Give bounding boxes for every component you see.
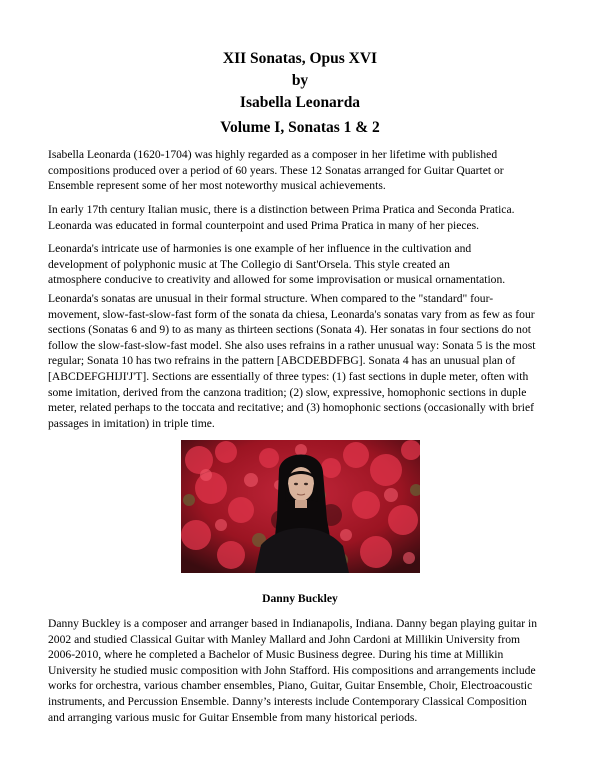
structure-paragraph (48, 291, 568, 431)
text-line: 2002 and studied Classical Guitar with Manley Mallard and John Cardoni at Millikin University from (48, 632, 521, 646)
text-line: and arranging various music for Guitar Ensemble from many historical periods. (48, 710, 418, 724)
text-line: atmosphere conducive to creativity and allowed for some improvisation or musical ornamentation. (48, 273, 506, 287)
text-line: Leonarda's sonatas are unusual in their formal structure. When compared to the "standard" four- (48, 292, 494, 305)
text-line: Ensemble represent some of her most noteworthy musical achievements. (48, 179, 386, 193)
harmony-paragraph (48, 241, 568, 288)
text-line: [ABCDEFGHIJI'J'T]. Sections are essentially of three types: (1) fast sections in duple meter, often with (48, 369, 529, 383)
document-title: XII Sonatas, Opus XVI (222, 50, 378, 67)
volume-heading: Volume I, Sonatas 1 & 2 (220, 119, 380, 136)
text-line: follow the slow-fast-slow-fast model. She also uses refrains in a rather unusual way: Sonata 5 is the most (48, 338, 536, 352)
byline-by: by (291, 72, 309, 89)
text-line: passages in imitation) in triple time. (48, 416, 215, 430)
text-line: 2006-2010, where he completed a Bachelor of Music Business degree. During his time at Millikin (48, 648, 504, 662)
text-line: Leonarda was educated in formal counterpoint and used Prima Pratica in many of her pieces. (48, 218, 480, 232)
text-line: works for orchestra, various chamber ensembles, Piano, Guitar, Guitar Ensemble, Choir, Electroacoustic (48, 679, 533, 693)
bio-paragraph (48, 616, 568, 725)
text-line: compositions produced over a period of 60 years. These 12 Sonatas arranged for Guitar Quartet or (48, 163, 504, 177)
intro-paragraph (48, 147, 568, 194)
text-line: meter, related perhaps to the toccata and recitative; and (3) homophonic sections (occasionally with brief (48, 401, 534, 415)
portrait-photo (181, 440, 420, 573)
text-line: sections (Sonatas 6 and 9) to as many as thirteen sections (Sonata 4). Her sonatas in four sections do not (48, 323, 531, 337)
text-line: development of polyphonic music at The Collegio di Sant'Orsela. This style created an (48, 257, 450, 271)
text-line: Danny Buckley is a composer and arranger based in Indianapolis, Indiana. Danny began playing guitar in (48, 617, 538, 630)
text-line: instruments, and Percussion Ensemble. Danny’s interests include Contemporary Classical Composition (48, 694, 527, 708)
composer-name: Isabella Leonarda (239, 94, 361, 111)
text-line: movement, slow-fast-slow-fast form of the sonata da chiesa, Leonarda's sonatas vary from as few as four (48, 307, 535, 321)
text-line: some imitation, derived from the canzona tradition; (2) slow, expressive, homophonic sections in duple (48, 385, 527, 399)
text-line: Leonarda's intricate use of harmonies is one example of her influence in the cultivation and (48, 242, 472, 255)
text-line: University he studied music composition with John Stafford. His compositions and arrangements include (48, 663, 536, 677)
text-line: Isabella Leonarda (1620-1704) was highly regarded as a composer in her lifetime with published (48, 148, 498, 161)
photo-caption: Danny Buckley (262, 592, 338, 605)
context-paragraph (48, 202, 568, 233)
text-line: regular; Sonata 10 has two refrains in the pattern [ABCDEBDFBG]. Sonata 4 has an unusual plan of (48, 354, 516, 368)
text-line: In early 17th century Italian music, there is a distinction between Prima Pratica and Seconda Pratica. (48, 203, 515, 216)
